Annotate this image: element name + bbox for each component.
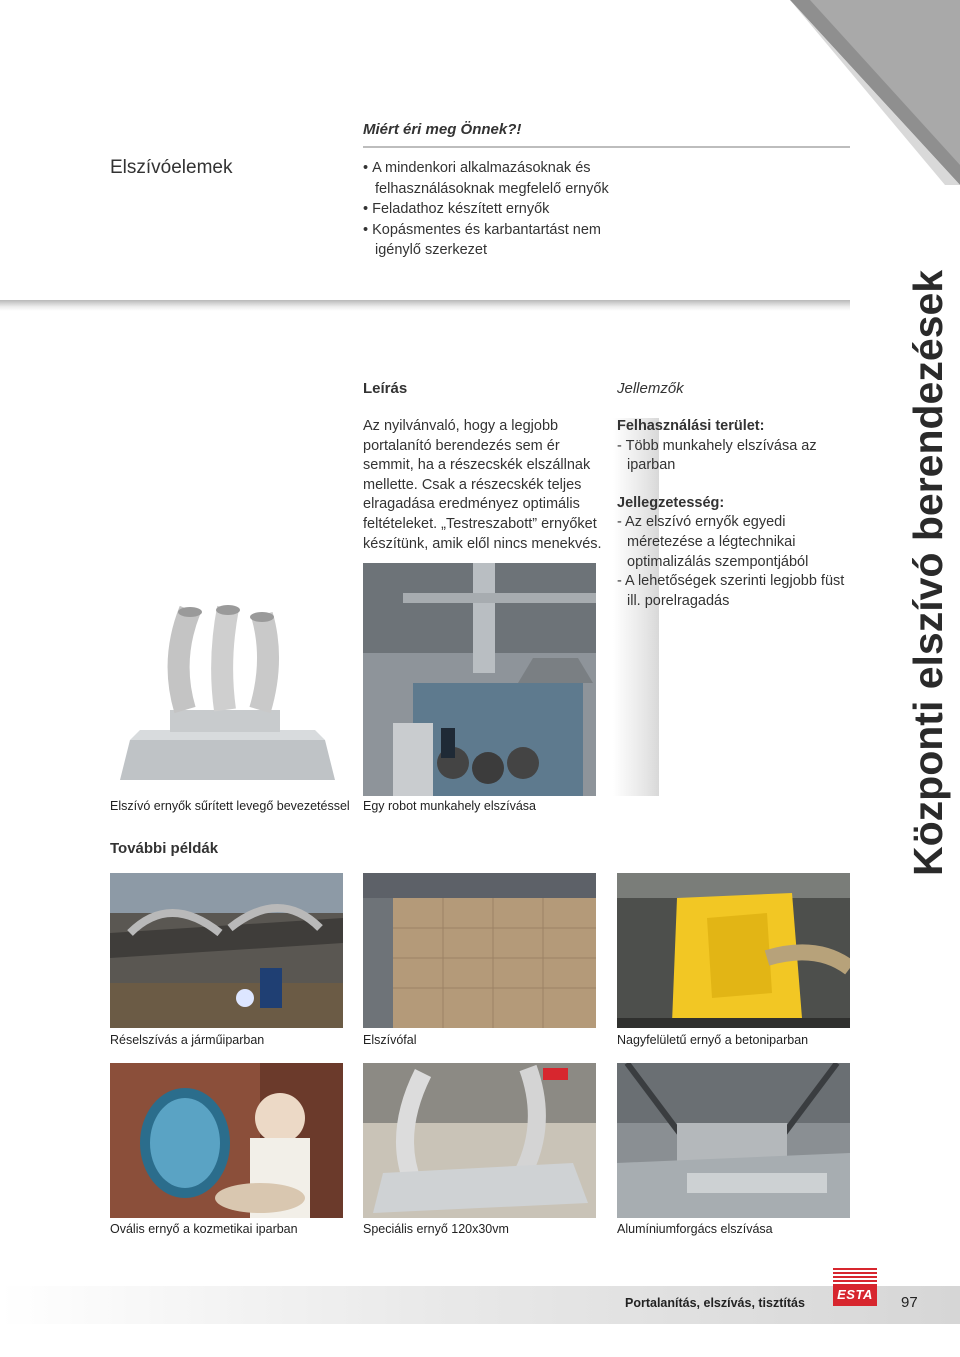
benefit-item: • Kopásmentes és karbantartást nem igénylő szerkezet <box>363 220 623 261</box>
caption-example-1: Réselszívás a járműiparban <box>110 1033 265 1047</box>
photo-robot-workplace <box>363 563 596 796</box>
caption-example-5: Speciális ernyő 120x30vm <box>363 1222 509 1236</box>
caption-main-mid: Egy robot munkahely elszívása <box>363 799 537 813</box>
footer-bar <box>0 1286 960 1324</box>
features-heading: Jellemzők <box>617 380 684 397</box>
photo-large-hood-concrete <box>617 873 850 1028</box>
section-divider <box>0 300 850 311</box>
characteristics-item: - Az elszívó ernyők egyedi méretezése a légtechnikai optimalizálás szempontjából <box>617 514 809 570</box>
caption-example-4: Ovális ernyő a kozmetikai iparban <box>110 1222 298 1236</box>
area-label: Felhasználási terület: <box>617 418 765 434</box>
section-title: Elszívóelemek <box>110 157 233 178</box>
caption-example-6: Alumíniumforgács elszívása <box>617 1222 773 1236</box>
benefit-list <box>363 158 623 261</box>
caption-main-left: Elszívó ernyők sűrített levegő bevezetéssel <box>110 799 350 813</box>
caption-example-3: Nagyfelületű ernyő a betoniparban <box>617 1033 809 1047</box>
esta-logo: ESTA <box>833 1284 877 1306</box>
description-text: Az nyilvánvaló, hogy a legjobb portalanító berendezés sem ér semmit, ha a részecskék elszállnak mellette. Csak a részecskék teljes elragadása eredményez optimális feltételeket. „Testreszabott” ernyőket készítünk, amik elől nincs menekvés. <box>363 418 602 552</box>
photo-extraction-wall <box>363 873 596 1028</box>
photo-special-hood <box>363 1063 596 1218</box>
benefit-item: • Feladathoz készített ernyők <box>363 199 623 220</box>
caption-example-2: Elszívófal <box>363 1033 417 1047</box>
characteristics-item: - A lehetőségek szerinti legjobb füst ill. porelragadás <box>617 573 845 609</box>
vertical-title <box>857 269 951 880</box>
esta-logo-stripes <box>833 1268 877 1282</box>
top-divider <box>363 146 850 148</box>
page-number: 97 <box>901 1294 918 1311</box>
why-worth-it-heading: Miért éri meg Önnek?! <box>363 121 522 138</box>
footer-section-text: Portalanítás, elszívás, tisztítás <box>625 1296 805 1310</box>
more-examples-heading: További példák <box>110 840 219 857</box>
characteristics-label: Jellegzetesség: <box>617 494 725 511</box>
vertical-title-text: Központi elszívó berendezések <box>905 269 951 876</box>
description-heading: Leírás <box>363 380 408 397</box>
benefit-item: • A mindenkori alkalmazásoknak és felhasználásoknak megfelelő ernyők <box>363 158 623 199</box>
product-photo-hood-hoses <box>110 590 343 796</box>
corner-decoration <box>790 0 960 185</box>
photo-aluminium-chips <box>617 1063 850 1218</box>
features-block <box>617 417 852 611</box>
area-text: - Több munkahely elszívása az iparban <box>617 437 817 474</box>
photo-oval-hood-cosmetics <box>110 1063 343 1218</box>
photo-slot-extraction <box>110 873 343 1028</box>
